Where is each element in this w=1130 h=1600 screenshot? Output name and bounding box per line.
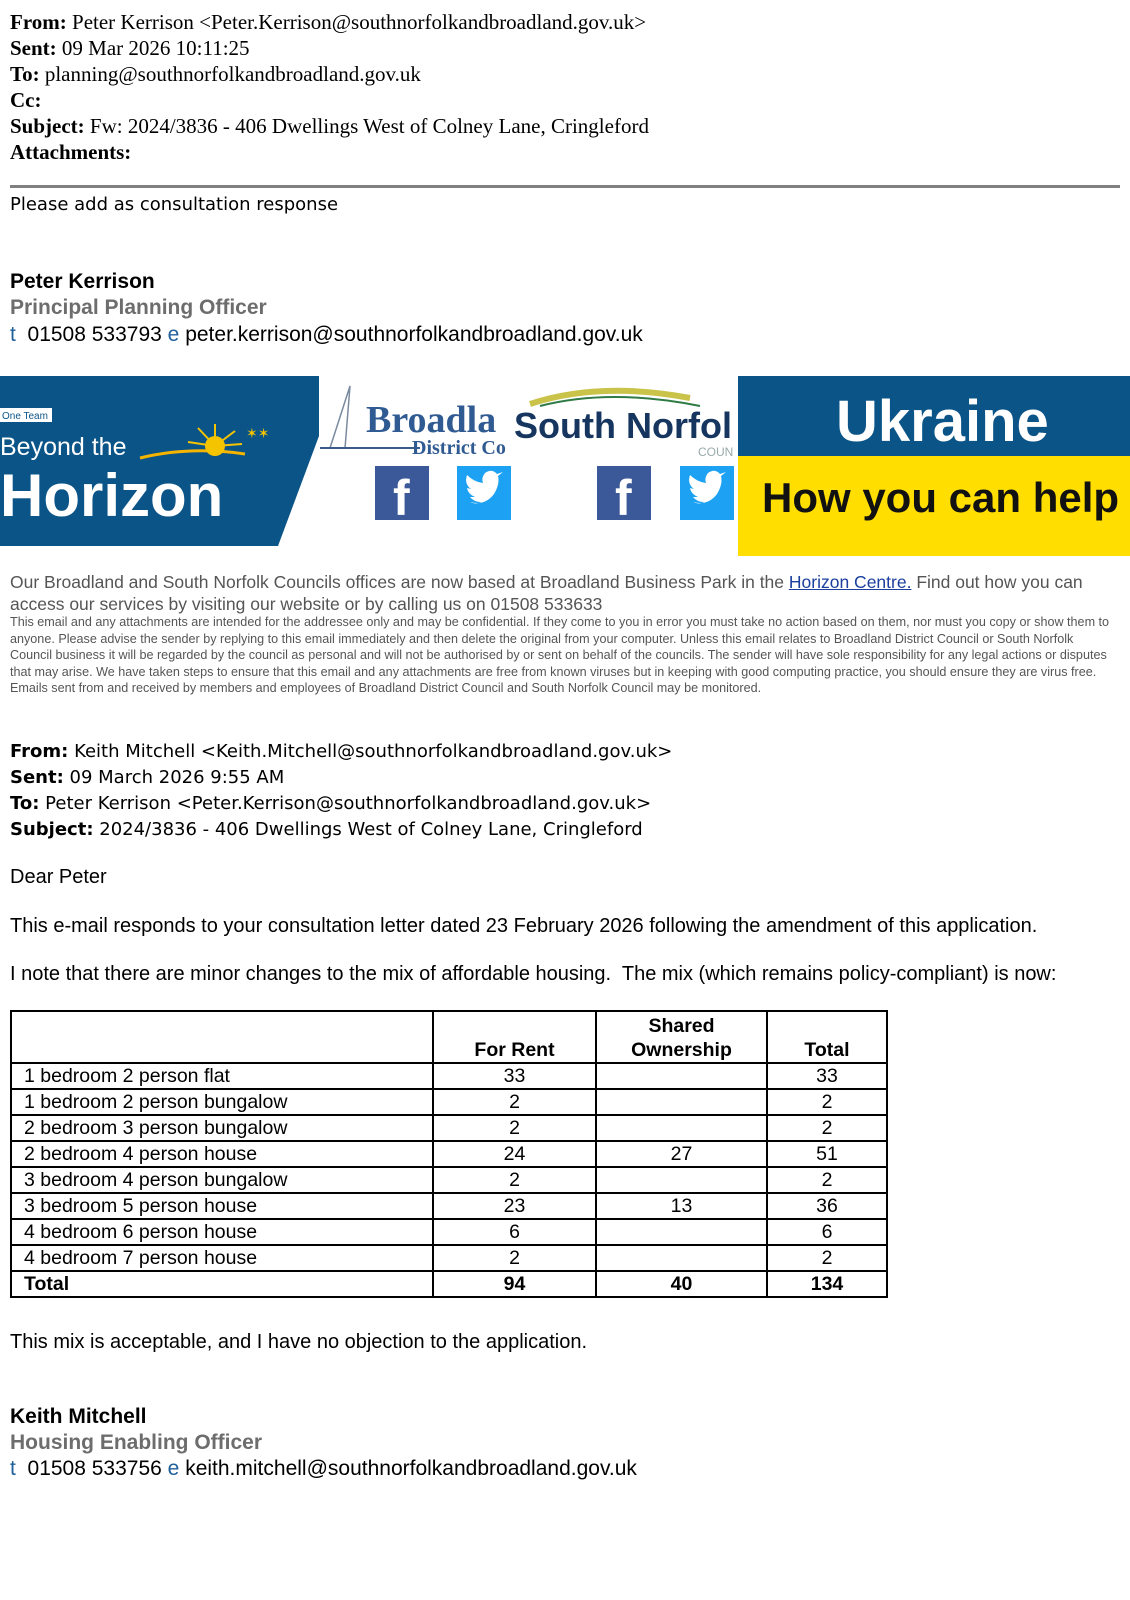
- header-subject: Subject: Fw: 2024/3836 - 406 Dwellings West of Colney Lane, Cringleford: [10, 114, 649, 138]
- sig2-contact: t 01508 533756 e keith.mitchell@southnorfolkandbroadland.gov.uk: [10, 1457, 637, 1480]
- paragraph-2: I note that there are minor changes to the mix of affordable housing. The mix (which remains policy-compliant) is now:: [10, 963, 1057, 985]
- header-for-rent: For Rent: [433, 1011, 596, 1063]
- table-row: 4 bedroom 7 person house 2 2: [11, 1245, 887, 1271]
- south-norfolk-facebook-icon[interactable]: [597, 466, 651, 526]
- header-cc: Cc:: [10, 88, 42, 112]
- table-row: 1 bedroom 2 person bungalow 2 2: [11, 1089, 887, 1115]
- fwd-sent: Sent: 09 March 2026 9:55 AM: [10, 767, 285, 788]
- sig1-email[interactable]: peter.kerrison@southnorfolkandbroadland.gov.uk: [185, 323, 643, 346]
- fwd-from: From: Keith Mitchell <Keith.Mitchell@southnorfolkandbroadland.gov.uk>: [10, 741, 673, 762]
- broadland-facebook-icon[interactable]: [375, 466, 429, 526]
- help-text: How you can help: [762, 474, 1120, 521]
- paragraph-3: This mix is acceptable, and I have no objection to the application.: [10, 1331, 588, 1353]
- table-row: 3 bedroom 5 person house 23 13 36: [11, 1193, 887, 1219]
- header-blank: [11, 1011, 433, 1063]
- signature-banner: [0, 376, 1130, 556]
- header-total: Total: [767, 1011, 887, 1063]
- ukraine-help-banner[interactable]: [738, 376, 1130, 556]
- broadland-logo[interactable]: [319, 376, 519, 459]
- district-text: District Co: [412, 437, 506, 459]
- sig2-title: Housing Enabling Officer: [10, 1431, 263, 1454]
- office-note: Our Broadland and South Norfolk Councils offices are now based at Broadland Business Park in the Horizon Centre. Find out how you can access our services by visiting our website or by calling us on 01508 533633: [10, 572, 1083, 614]
- intro-text: Please add as consultation response: [10, 194, 339, 215]
- header-sent: Sent: 09 Mar 2026 10:11:25: [10, 36, 250, 60]
- header-to: To: planning@southnorfolkandbroadland.gov.uk: [10, 62, 421, 86]
- table-row: 4 bedroom 6 person house 6 6: [11, 1219, 887, 1245]
- south-norfolk-logo[interactable]: [514, 376, 738, 459]
- paragraph-1: This e-mail responds to your consultation letter dated 23 February 2026 following the amendment of this application.: [10, 915, 1038, 937]
- disclaimer: This email and any attachments are intended for the addressee only and may be confidential. If they come to you in error you must take no action based on them, nor must you copy or show them to anyone. Please advise the sender by replying to this email immediately and then delete the original from your computer. Unless this email relates to Broadland District Council or South Norfolk Council business it will be regarded by the council as personal and will not be authorised by or sent on behalf of the councils. The sender will have sole responsibility for any legal actions or disputes that may arise. We have taken steps to ensure that this email and any attachments are free from known viruses but in keeping with good computing practice, you should ensure they are virus free. Emails sent from and received by members and employees of Broadland District Council and South Norfolk Council may be monitored.: [10, 615, 1110, 695]
- table-row: 3 bedroom 4 person bungalow 2 2: [11, 1167, 887, 1193]
- table-total-row: Total 94 40 134: [11, 1271, 887, 1297]
- table-row: 2 bedroom 3 person bungalow 2 2: [11, 1115, 887, 1141]
- sig2-email[interactable]: keith.mitchell@southnorfolkandbroadland.gov.uk: [185, 1457, 637, 1480]
- coun-text: COUN: [698, 445, 734, 459]
- horizon-centre-link[interactable]: Horizon Centre.: [788, 572, 912, 592]
- header-attachments: Attachments:: [10, 140, 132, 164]
- svg-text:f: f: [615, 470, 632, 526]
- south-norfolk-text: South Norfol: [514, 405, 732, 446]
- greeting: Dear Peter: [10, 866, 107, 888]
- broadland-twitter-icon[interactable]: [457, 466, 511, 520]
- fwd-to: To: Peter Kerrison <Peter.Kerrison@southnorfolkandbroadland.gov.uk>: [10, 793, 652, 814]
- broadland-text: Broadla: [366, 399, 497, 441]
- sig1-title: Principal Planning Officer: [10, 296, 267, 319]
- sig2-name: Keith Mitchell: [10, 1405, 147, 1428]
- horizon-text: Horizon: [0, 462, 224, 529]
- beyond-text: Beyond the: [0, 433, 127, 461]
- sig1-contact: t 01508 533793 e peter.kerrison@southnorfolkandbroadland.gov.uk: [10, 323, 643, 346]
- south-norfolk-twitter-icon[interactable]: [680, 466, 734, 520]
- fwd-subject: Subject: 2024/3836 - 406 Dwellings West of Colney Lane, Cringleford: [10, 819, 643, 840]
- ukraine-text: Ukraine: [836, 389, 1049, 454]
- table-row: 2 bedroom 4 person house 24 27 51: [11, 1141, 887, 1167]
- beyond-horizon-logo[interactable]: [0, 376, 319, 546]
- affordable-housing-mix-table: [10, 1010, 888, 1298]
- svg-text:f: f: [393, 470, 410, 526]
- sig1-name: Peter Kerrison: [10, 270, 155, 293]
- svg-text:✶✶: ✶✶: [246, 427, 270, 442]
- one-team-text: One Team: [2, 411, 48, 422]
- table-row: 1 bedroom 2 person flat 33 33: [11, 1063, 887, 1089]
- table-header-row: [11, 1011, 887, 1063]
- header-divider: [10, 185, 1120, 188]
- header-shared-ownership: Shared Ownership: [596, 1011, 767, 1063]
- header-from: From: Peter Kerrison <Peter.Kerrison@southnorfolkandbroadland.gov.uk>: [10, 10, 647, 34]
